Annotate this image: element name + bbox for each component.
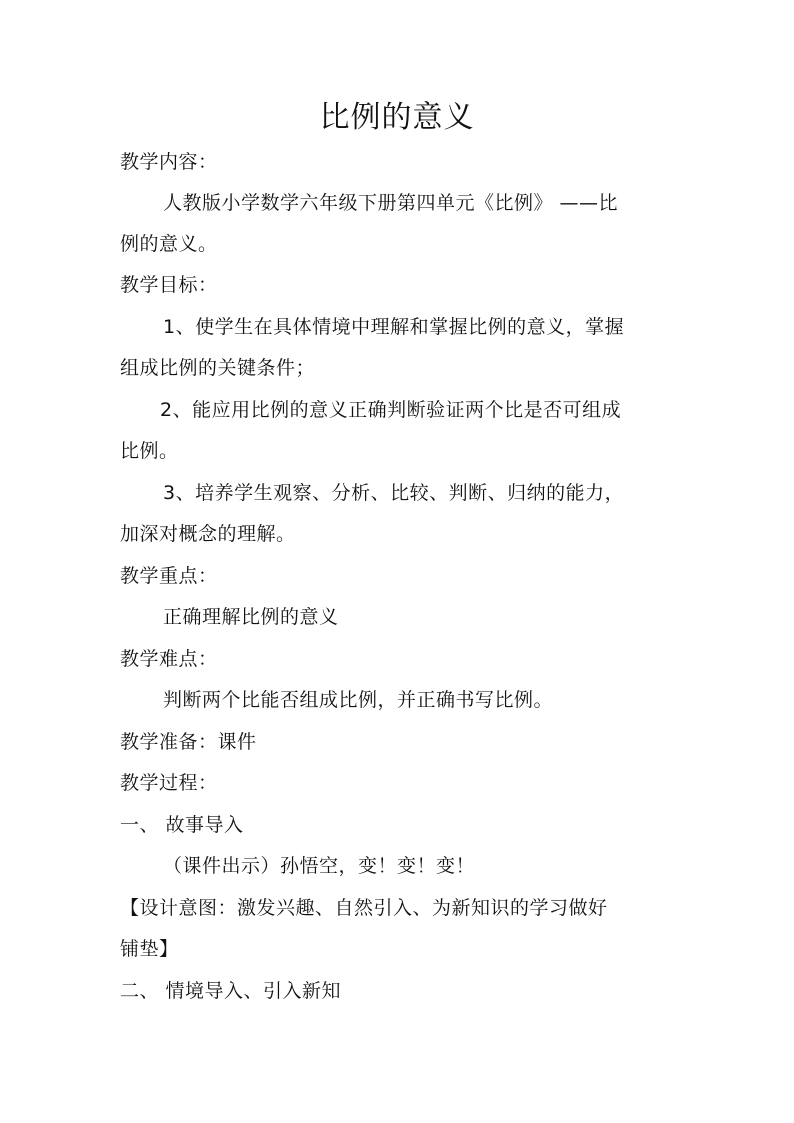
- goal-3-line-1: 3、培养学生观察、分析、比较、判断、归纳的能力，: [163, 482, 625, 504]
- step-1-text: （课件出示）孙悟空，变！变！变！: [163, 855, 476, 877]
- difficulty-heading: 教学难点：: [120, 648, 218, 670]
- key-point-text: 正确理解比例的意义: [163, 606, 339, 628]
- goal-2-line-1: 2、能应用比例的意义正确判断验证两个比是否可组成: [160, 399, 622, 421]
- key-point-heading: 教学重点：: [120, 565, 218, 587]
- design-intent-line-1: 【设计意图：激发兴趣、自然引入、为新知识的学习做好: [120, 897, 608, 919]
- process-heading: 教学过程：: [120, 772, 218, 794]
- content-text-line-1: 人教版小学数学六年级下册第四单元《比例》 ——比: [163, 192, 619, 214]
- page-title: 比例的意义: [319, 100, 475, 135]
- goal-2-line-2: 比例。: [120, 440, 179, 462]
- goal-3-line-2: 加深对概念的理解。: [120, 523, 296, 545]
- goals-heading: 教学目标：: [120, 274, 218, 296]
- design-intent-line-2: 铺垫】: [120, 938, 179, 960]
- step-2-heading: 二、 情境导入、引入新知: [120, 980, 342, 1002]
- goal-1-line-1: 1、使学生在具体情境中理解和掌握比例的意义，掌握: [163, 316, 625, 338]
- content-heading: 教学内容：: [120, 151, 218, 173]
- content-text-line-2: 例的意义。: [120, 233, 218, 255]
- difficulty-text: 判断两个比能否组成比例，并正确书写比例。: [163, 689, 554, 711]
- step-1-heading: 一、 故事导入: [120, 814, 244, 836]
- preparation-line: 教学准备：课件: [120, 731, 257, 753]
- goal-1-line-2: 组成比例的关键条件；: [120, 357, 316, 379]
